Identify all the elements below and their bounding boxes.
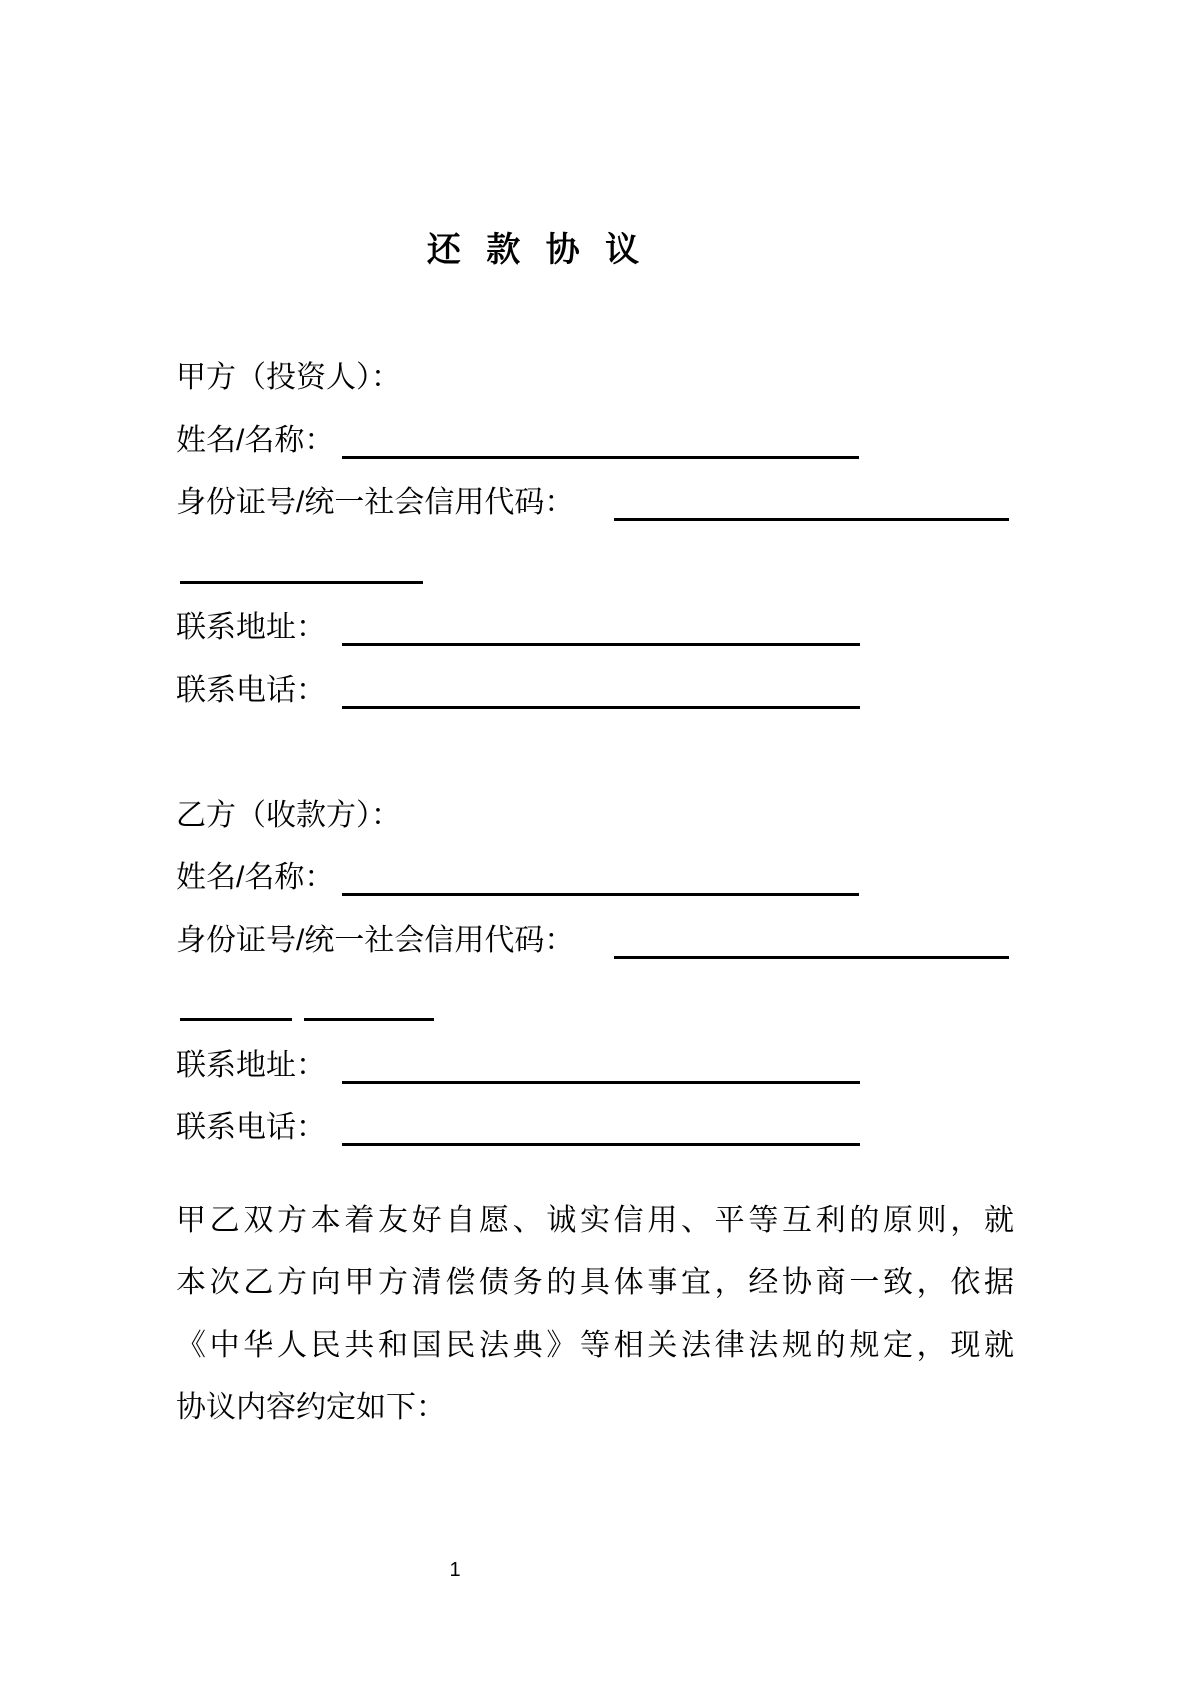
party-b-id-row — [176, 910, 1014, 973]
page-number: 1 — [449, 1559, 461, 1581]
preamble-line: 协议内容约定如下： — [176, 1391, 446, 1424]
party-b-phone-blank-line — [342, 1143, 860, 1146]
party-a-id-label: 身份证号/统一社会信用代码： — [176, 486, 575, 519]
preamble-line: 《中华人民共和国民法典》等相关法律法规的规定，现就 — [176, 1328, 1014, 1362]
party-b-name-label: 姓名/名称： — [176, 861, 335, 894]
party-b-heading-row — [176, 785, 1014, 848]
preamble-paragraph — [176, 1190, 1014, 1440]
preamble-line: 甲乙双方本着友好自愿、诚实信用、平等互利的原则，就 — [176, 1203, 1014, 1237]
party-b-id-blank-line — [614, 956, 1009, 959]
party-b-id-continuation-row — [176, 972, 1014, 1035]
party-a-address-label: 联系地址： — [176, 611, 326, 644]
party-b-name-row — [176, 847, 1014, 910]
document-title: 还 款 协 议 — [426, 231, 640, 269]
party-b-address-blank-line — [342, 1081, 860, 1084]
party-b-heading: 乙方（收款方）： — [176, 798, 401, 832]
party-b-id-continuation-blank-line-2 — [304, 1018, 434, 1021]
document-content — [176, 0, 1014, 1440]
party-b-phone-label: 联系电话： — [176, 1111, 326, 1144]
party-fields — [176, 347, 1014, 1160]
party-b-address-label: 联系地址： — [176, 1048, 326, 1082]
party-a-id-continuation-row — [176, 535, 1014, 598]
party-a-id-row — [176, 472, 1014, 535]
party-a-phone-row — [176, 660, 1014, 723]
party-a-phone-label: 联系电话： — [176, 673, 326, 707]
party-a-phone-blank-line — [342, 706, 860, 709]
party-a-heading: 甲方（投资人）： — [176, 361, 401, 394]
party-b-name-blank-line — [342, 893, 859, 896]
party-a-name-row — [176, 410, 1014, 473]
party-a-address-blank-line — [342, 643, 860, 646]
party-a-id-blank-line — [614, 518, 1009, 521]
party-b-address-row — [176, 1035, 1014, 1098]
party-a-id-continuation-blank-line — [180, 581, 423, 584]
party-a-heading-row — [176, 347, 1014, 410]
party-a-name-label: 姓名/名称： — [176, 423, 335, 457]
preamble-line: 本次乙方向甲方清偿债务的具体事宜，经协商一致，依据 — [176, 1266, 1014, 1299]
party-b-id-continuation-blank-line-1 — [180, 1018, 292, 1021]
party-b-phone-row — [176, 1097, 1014, 1160]
party-a-address-row — [176, 597, 1014, 660]
party-b-id-label: 身份证号/统一社会信用代码： — [176, 923, 575, 957]
section-gap — [176, 722, 1014, 785]
party-a-name-blank-line — [342, 456, 859, 459]
